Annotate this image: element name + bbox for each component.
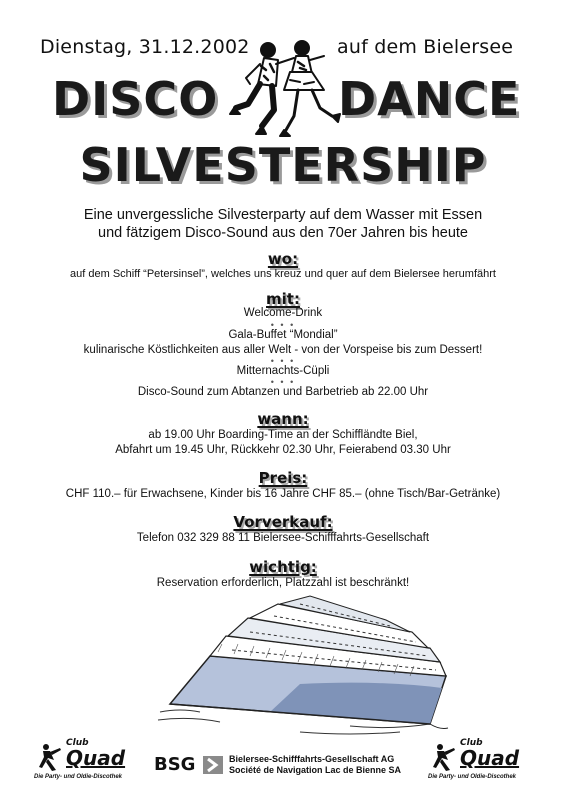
wichtig-text: Reservation erforderlich, Platzzahl ist beschränkt! xyxy=(156,577,410,589)
title-dance: DANCE xyxy=(338,72,521,126)
vorverkauf-heading: Vorverkauf: xyxy=(233,513,333,531)
quad-word-left: Quad xyxy=(66,746,126,770)
intro-line-2: und fätzigem Disco-Sound aus den 70er Jahren bis heute xyxy=(98,225,468,241)
mit-separator: • • • xyxy=(270,356,296,366)
mit-item-1: Welcome-Drink xyxy=(243,307,323,319)
event-location: auf dem Bielersee xyxy=(337,36,514,58)
club-word-left: Club xyxy=(66,738,89,748)
bsg-line-2: Société de Navigation Lac de Bienne SA xyxy=(229,765,402,775)
dancer-logo-icon xyxy=(428,742,458,772)
club-quad-logo-right xyxy=(428,740,538,784)
bsg-logo: BSG xyxy=(154,754,196,775)
cruise-ship-illustration xyxy=(150,592,450,740)
wann-line-1: ab 19.00 Uhr Boarding-Time an der Schiffländte Biel, xyxy=(148,429,418,441)
dancing-couple-illustration xyxy=(228,38,346,143)
intro-line-1: Eine unvergessliche Silvesterparty auf dem Wasser mit Essen xyxy=(83,207,483,223)
club-word-right: Club xyxy=(460,738,483,748)
event-date: Dienstag, 31.12.2002 xyxy=(40,36,250,58)
club-subtitle-right: Die Party- und Oldie-Discothek xyxy=(428,774,517,780)
quad-word-right: Quad xyxy=(460,746,520,770)
wann-heading: wann: xyxy=(257,410,309,428)
preis-text: CHF 110.– für Erwachsene, Kinder bis 16 Jahre CHF 85.– (ohne Tisch/Bar-Getränke) xyxy=(65,488,501,500)
preis-heading: Preis: xyxy=(258,469,308,487)
wann-line-2: Abfahrt um 19.45 Uhr, Rückkehr 02.30 Uhr, Feierabend 03.30 Uhr xyxy=(115,444,451,456)
title-disco: DISCO xyxy=(52,72,219,126)
club-quad-logo-left xyxy=(34,740,134,784)
bsg-text xyxy=(229,754,401,776)
title-silvestership: SILVESTERSHIP xyxy=(79,138,487,192)
wo-heading: wo: xyxy=(267,250,299,268)
bsg-line-1: Bielersee-Schifffahrts-Gesellschaft AG xyxy=(229,754,395,764)
mit-heading: mit: xyxy=(266,290,300,308)
club-subtitle-left: Die Party- und Oldie-Discothek xyxy=(34,774,123,780)
wo-text: auf dem Schiff “Petersinsel”, welches uns kreuz und quer auf dem Bielersee herumfährt xyxy=(70,268,496,280)
mit-item-2: Gala-Buffet “Mondial” xyxy=(228,329,338,341)
mit-item-4: Mitternachts-Cüpli xyxy=(236,365,330,377)
mit-item-5: Disco-Sound zum Abtanzen und Barbetrieb ab 22.00 Uhr xyxy=(137,386,429,398)
mit-separator: • • • xyxy=(270,377,296,387)
dancer-logo-icon xyxy=(34,742,64,772)
wichtig-heading: wichtig: xyxy=(249,558,317,576)
intro xyxy=(0,206,566,242)
vorverkauf-text: Telefon 032 329 88 11 Bielersee-Schifffahrts-Gesellschaft xyxy=(136,532,430,544)
mit-item-3: kulinarische Köstlichkeiten aus aller Welt - von der Vorspeise bis zum Dessert! xyxy=(83,344,483,356)
bsg-arrow-icon xyxy=(203,756,223,774)
mit-separator: • • • xyxy=(270,320,296,330)
